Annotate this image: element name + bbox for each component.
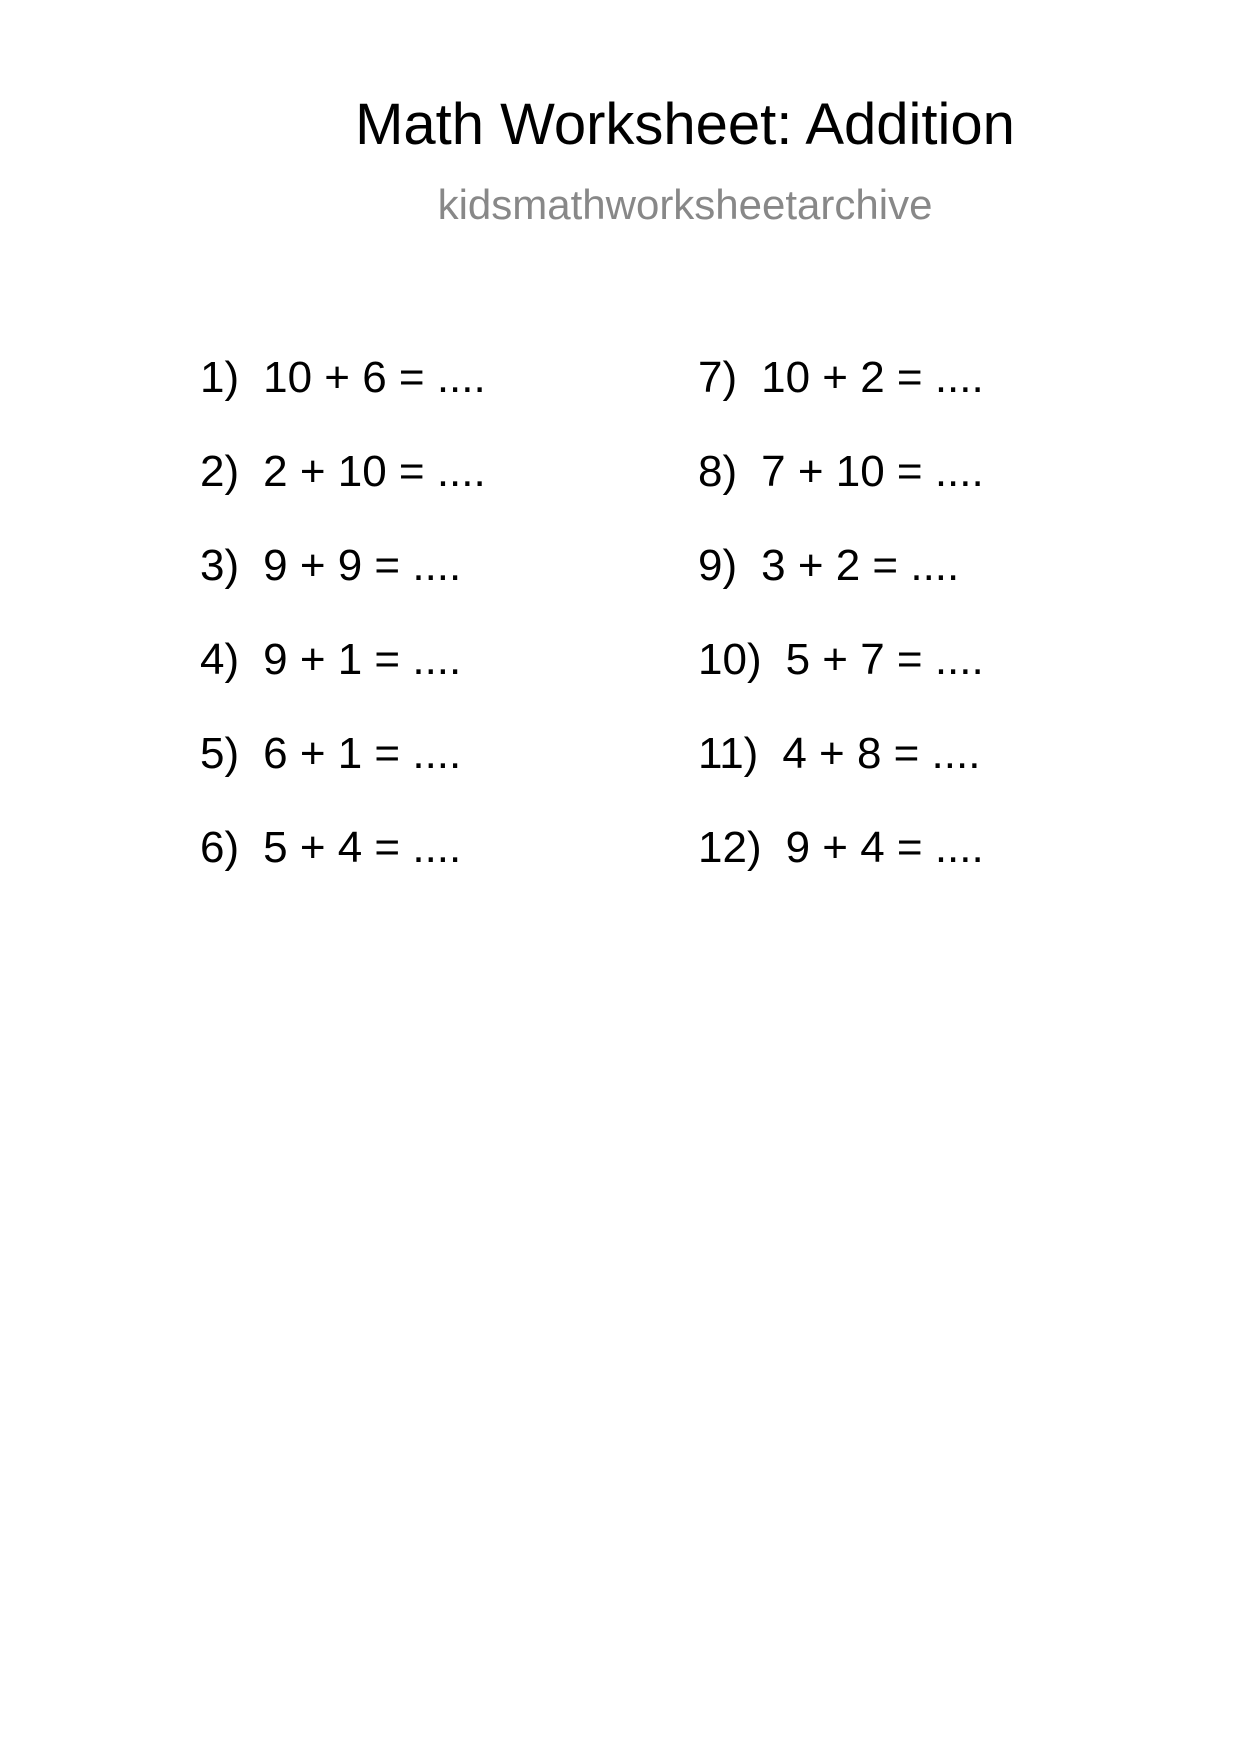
- problem-expression: 5 + 7 = ....: [785, 635, 984, 684]
- problem-3: [200, 541, 462, 590]
- problem-number: 1): [200, 353, 240, 402]
- problem-number: 6): [200, 823, 240, 872]
- page-subtitle: kidsmathworksheetarchive: [437, 181, 933, 228]
- problem-number: 3): [200, 541, 240, 590]
- problem-7: [698, 353, 984, 402]
- problem-expression: 9 + 4 = ....: [785, 823, 984, 872]
- problem-expression: 2 + 10 = ....: [263, 447, 486, 496]
- problem-number: 5): [200, 729, 240, 778]
- problem-number: 10): [698, 635, 762, 684]
- problem-5: [200, 729, 462, 778]
- problem-9: [698, 541, 960, 590]
- problem-11: [698, 729, 981, 778]
- problem-number: 11): [698, 729, 759, 778]
- problem-expression: 6 + 1 = ....: [263, 729, 462, 778]
- problem-expression: 4 + 8 = ....: [782, 729, 981, 778]
- problem-expression: 10 + 2 = ....: [761, 353, 984, 402]
- problem-10: [698, 635, 984, 684]
- page-title: Math Worksheet: Addition: [355, 92, 1015, 157]
- problem-1: [200, 353, 486, 402]
- problem-2: [200, 447, 486, 496]
- problem-expression: 5 + 4 = ....: [263, 823, 462, 872]
- problem-expression: 3 + 2 = ....: [761, 541, 960, 590]
- problem-6: [200, 823, 462, 872]
- problem-number: 7): [698, 353, 738, 402]
- problem-12: [698, 823, 984, 872]
- problem-4: [200, 635, 462, 684]
- problem-number: 12): [698, 823, 762, 872]
- problem-expression: 9 + 9 = ....: [263, 541, 462, 590]
- problem-expression: 9 + 1 = ....: [263, 635, 462, 684]
- problem-number: 4): [200, 635, 240, 684]
- problem-number: 2): [200, 447, 240, 496]
- problem-number: 9): [698, 541, 738, 590]
- problem-expression: 7 + 10 = ....: [761, 447, 984, 496]
- problem-number: 8): [698, 447, 738, 496]
- problem-8: [698, 447, 984, 496]
- problem-expression: 10 + 6 = ....: [263, 353, 486, 402]
